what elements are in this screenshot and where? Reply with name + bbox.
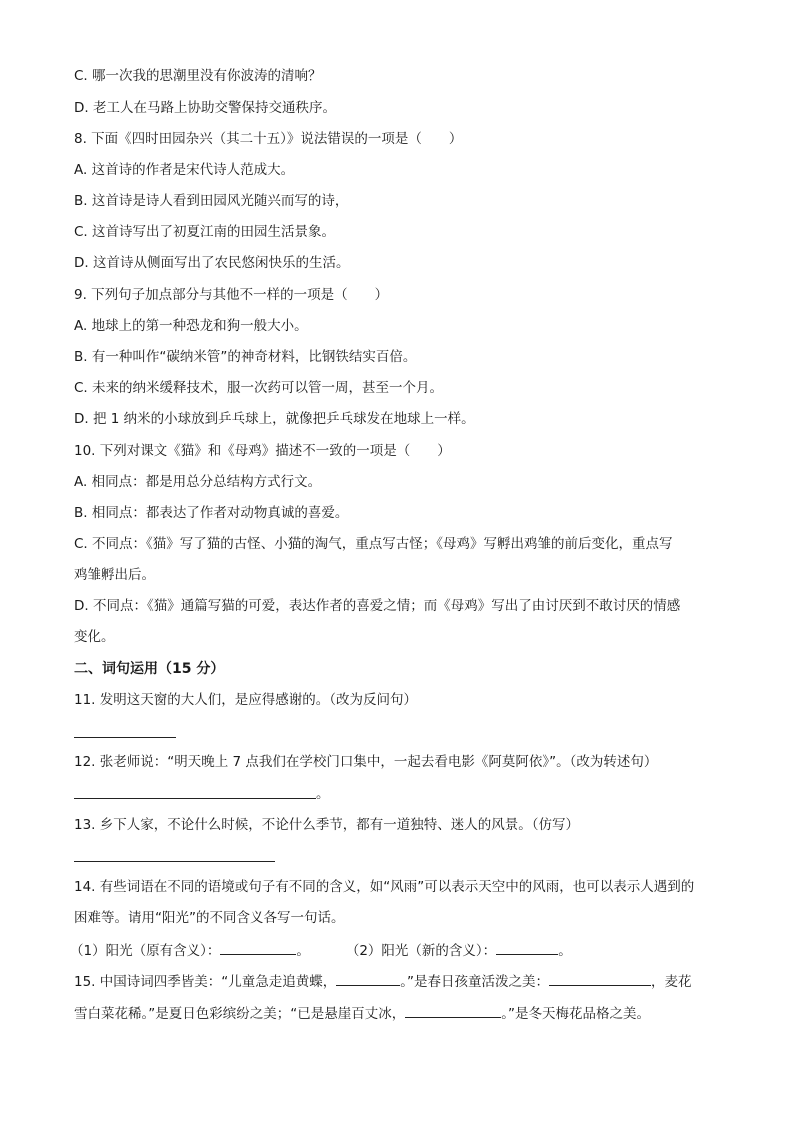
option-c: C. 不同点：《猫》写了猫的古怪、小猫的淘气，重点写古怪；《母鸡》写孵出鸡雏的前后变化，重点写	[74, 536, 673, 552]
option-b: B. 这首诗是诗人看到田园风光随兴而写的诗，	[74, 193, 349, 209]
option-c: C. 未来的纳米缓释技术，服一次药可以管一周，甚至一个月。	[74, 380, 444, 396]
question-12: 12. 张老师说：“明天晚上 7 点我们在学校门口集中，一起去看电影《阿莫阿依》”。（改为转述句）	[74, 754, 658, 770]
q15-part-e: 。”是冬天梅花品格之美。	[501, 1006, 650, 1022]
option-b: B. 有一种叫作“碳纳米管”的神奇材料，比钢铁结实百倍。	[74, 349, 417, 365]
question-10: 10. 下列对课文《猫》和《母鸡》描述不一致的一项是（ ）	[74, 443, 451, 459]
answer-blank-q13[interactable]	[74, 861, 275, 862]
answer-blank-q11[interactable]	[74, 737, 176, 738]
question-13: 13. 乡下人家，不论什么时候，不论什么季节，都有一道独特、迷人的风景。（仿写）	[74, 817, 580, 833]
answer-blank-q15-2[interactable]	[549, 971, 651, 986]
answer-blank-q14-2[interactable]	[496, 940, 558, 955]
q14-answer-row	[70, 940, 572, 961]
option-d: D. 不同点：《猫》通篇写猫的可爱，表达作者的喜爱之情；而《母鸡》写出了由讨厌到不敢讨厌的情感	[74, 598, 681, 614]
question-8: 8. 下面《四时田园杂兴（其二十五）》说法错误的一项是（ ）	[74, 131, 463, 147]
question-9: 9. 下列句子加点部分与其他不一样的一项是（ ）	[74, 287, 389, 303]
text-line: C. 哪一次我的思潮里没有你波涛的清响？	[74, 68, 322, 84]
q15-part-d: 雪白菜花稀。”是夏日色彩缤纷之美；“已是悬崖百丈冰，	[74, 1006, 406, 1022]
question-15-continued	[74, 1003, 650, 1024]
option-c-continued: 鸡雏孵出后。	[74, 567, 155, 583]
option-b: B. 相同点：都表达了作者对动物真诚的喜爱。	[74, 505, 349, 521]
q14-part1-end: 。	[296, 943, 310, 959]
option-a: A. 相同点：都是用总分总结构方式行文。	[74, 474, 322, 490]
q14-part2-end: 。	[558, 943, 572, 959]
option-c: C. 这首诗写出了初夏江南的田园生活景象。	[74, 224, 336, 240]
option-d-continued: 变化。	[74, 629, 115, 645]
option-d: D. 这首诗从侧面写出了农民悠闲快乐的生活。	[74, 255, 350, 271]
answer-blank-q15-3[interactable]	[405, 1003, 501, 1018]
answer-blank-q14-1[interactable]	[220, 940, 296, 955]
option-d: D. 把 1 纳米的小球放到乒乓球上，就像把乒乓球发在地球上一样。	[74, 411, 475, 427]
option-a: A. 地球上的第一种恐龙和狗一般大小。	[74, 318, 308, 334]
q14-part2-label: （2）阳光（新的含义）：	[345, 943, 497, 959]
answer-blank-q15-1[interactable]	[336, 971, 400, 986]
question-11: 11. 发明这天窗的大人们，是应得感谢的。（改为反问句）	[74, 692, 418, 708]
question-14: 14. 有些词语在不同的语境或句子有不同的含义，如“风雨”可以表示天空中的风雨，也可以表示人遇到的	[74, 879, 695, 895]
q15-part-b: 。”是春日孩童活泼之美：	[400, 974, 550, 990]
question-15	[74, 971, 692, 992]
q14-part1-label: （1）阳光（原有含义）：	[70, 943, 221, 959]
text-line: D. 老工人在马路上协助交警保持交通秩序。	[74, 100, 336, 116]
answer-blank-q12[interactable]	[74, 798, 316, 799]
q15-part-c: ，麦花	[651, 974, 692, 990]
section-title: 二、词句运用（15 分）	[74, 661, 225, 677]
q15-part-a: 15. 中国诗词四季皆美：“儿童急走追黄蝶，	[74, 974, 337, 990]
option-a: A. 这首诗的作者是宋代诗人范成大。	[74, 162, 295, 178]
question-14-continued: 困难等。请用“阳光”的不同含义各写一句话。	[74, 910, 345, 926]
q12-end-punct: 。	[316, 786, 330, 802]
